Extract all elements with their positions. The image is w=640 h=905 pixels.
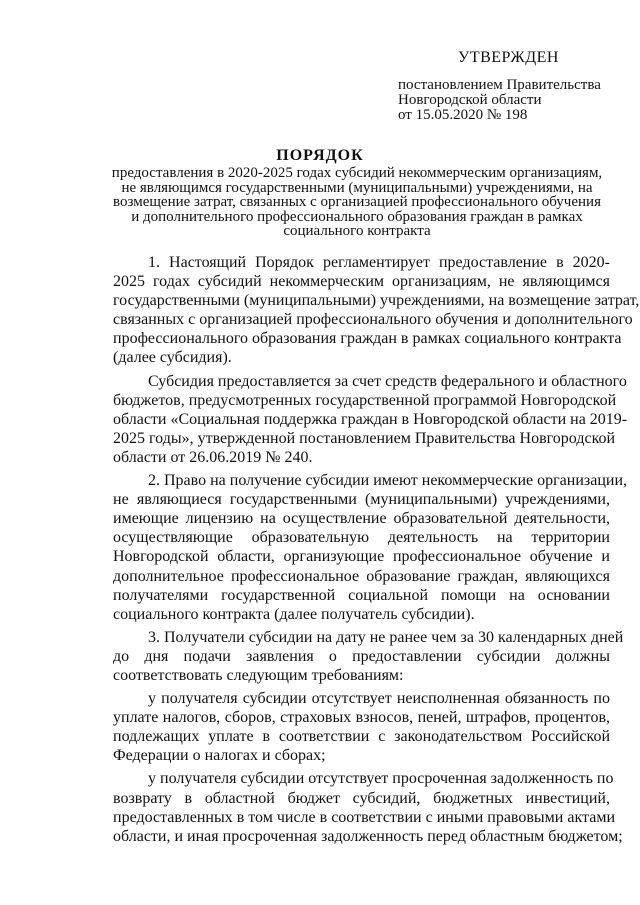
paragraph-line: возврату в областной бюджет субсидий, бюджетных инвестиций, [113, 789, 610, 807]
paragraph-line: области, и иная просроченная задолженность перед областным бюджетом; [113, 827, 623, 845]
subtitle-line: предоставления в 2020-2025 годах субсидий некоммерческим организациям, [111, 165, 603, 181]
paragraph [113, 769, 623, 845]
paragraph-line: до дня подачи заявления о предоставлении субсидии должны [113, 647, 610, 665]
document-title: ПОРЯДОК [276, 147, 364, 164]
paragraph [113, 253, 640, 368]
paragraph [113, 628, 624, 685]
paragraph [113, 372, 628, 467]
paragraph-line: получателями государственной социальной помощи на основании [113, 586, 610, 604]
paragraph-line: дополнительное профессиональное образование граждан, являющихся [113, 567, 610, 585]
approval-line: Новгородской области [398, 92, 542, 108]
paragraph-line: 2025 годах субсидий некоммерческим организациям, не являющимся [113, 273, 610, 291]
paragraph-line: Федерации о налогах и сборах; [113, 747, 326, 765]
document-subtitle [110, 166, 604, 239]
paragraph-line: (далее субсидия). [113, 349, 232, 367]
subtitle-line: и дополнительного профессионального образования граждан в рамках [131, 208, 583, 225]
document-body [113, 253, 640, 846]
approval-heading: УТВЕРЖДЕН [458, 49, 559, 66]
paragraph-line: уплате налогов, сборов, страховых взносов, пеней, штрафов, процентов, [113, 709, 610, 727]
approval-block [398, 50, 628, 123]
subtitle-line: возмещение затрат, связанных с организацией профессионального обучения [113, 194, 601, 210]
paragraph-line: связанных с организацией профессионального обучения и дополнительного [113, 311, 633, 329]
paragraph-line: Субсидия предоставляется за счет средств федерального и областного [148, 372, 627, 390]
paragraph-line: у получателя субсидии отсутствует неисполненная обязанность по [148, 690, 610, 708]
paragraph-line: соответствовать следующим требованиям: [113, 666, 404, 684]
paragraph-line: 1. Настоящий Порядок регламентирует предоставление в 2020- [148, 254, 610, 271]
paragraph-line: не являющиеся государственными (муниципальными) учреждениями, [113, 491, 610, 509]
paragraph-line: области «Социальная поддержка граждан в Новгородской области на 2019- [113, 410, 628, 428]
paragraph-line: области от 26.06.2019 № 240. [113, 448, 313, 466]
approval-line: от 15.05.2020 № 198 [398, 107, 528, 123]
paragraph-line: 2. Право на получение субсидии имеют некоммерческие организации, [148, 472, 628, 490]
subtitle-line: не являющимся государственными (муниципальными) учреждениями, на [121, 179, 593, 196]
paragraph-line: 3. Получатели субсидии на дату не ранее чем за 30 календарных дней [148, 628, 624, 646]
paragraph-line: у получателя субсидии отсутствует просроченная задолженность по [148, 770, 614, 788]
paragraph [113, 471, 628, 624]
paragraph-line: имеющие лицензию на осуществление образовательной деятельности, [113, 510, 610, 528]
paragraph-line: осуществляющие образовательную деятельность на территории [113, 529, 610, 547]
paragraph [113, 689, 610, 765]
paragraph-line: социального контракта (далее получатель субсидии). [113, 605, 475, 623]
paragraph-line: Новгородской области, организующие профессиональное обучение и [113, 548, 610, 566]
paragraph-line: предоставленных в том числе в соответствии с иными правовыми актами [113, 808, 616, 826]
paragraph-line: государственными (муниципальными) учреждениями, на возмещение затрат, [113, 292, 640, 310]
subtitle-line: социального контракта [283, 223, 431, 239]
paragraph-line: подлежащих уплате в соответствии с законодательством Российской [113, 728, 610, 746]
paragraph-line: бюджетов, предусмотренных государственной программой Новгородской [113, 391, 617, 409]
paragraph-line: профессионального образования граждан в рамках социального контракта [113, 330, 622, 348]
approval-line: постановлением Правительства [398, 77, 601, 93]
paragraph-line: 2025 годы», утвержденной постановлением Правительства Новгородской [113, 429, 616, 447]
